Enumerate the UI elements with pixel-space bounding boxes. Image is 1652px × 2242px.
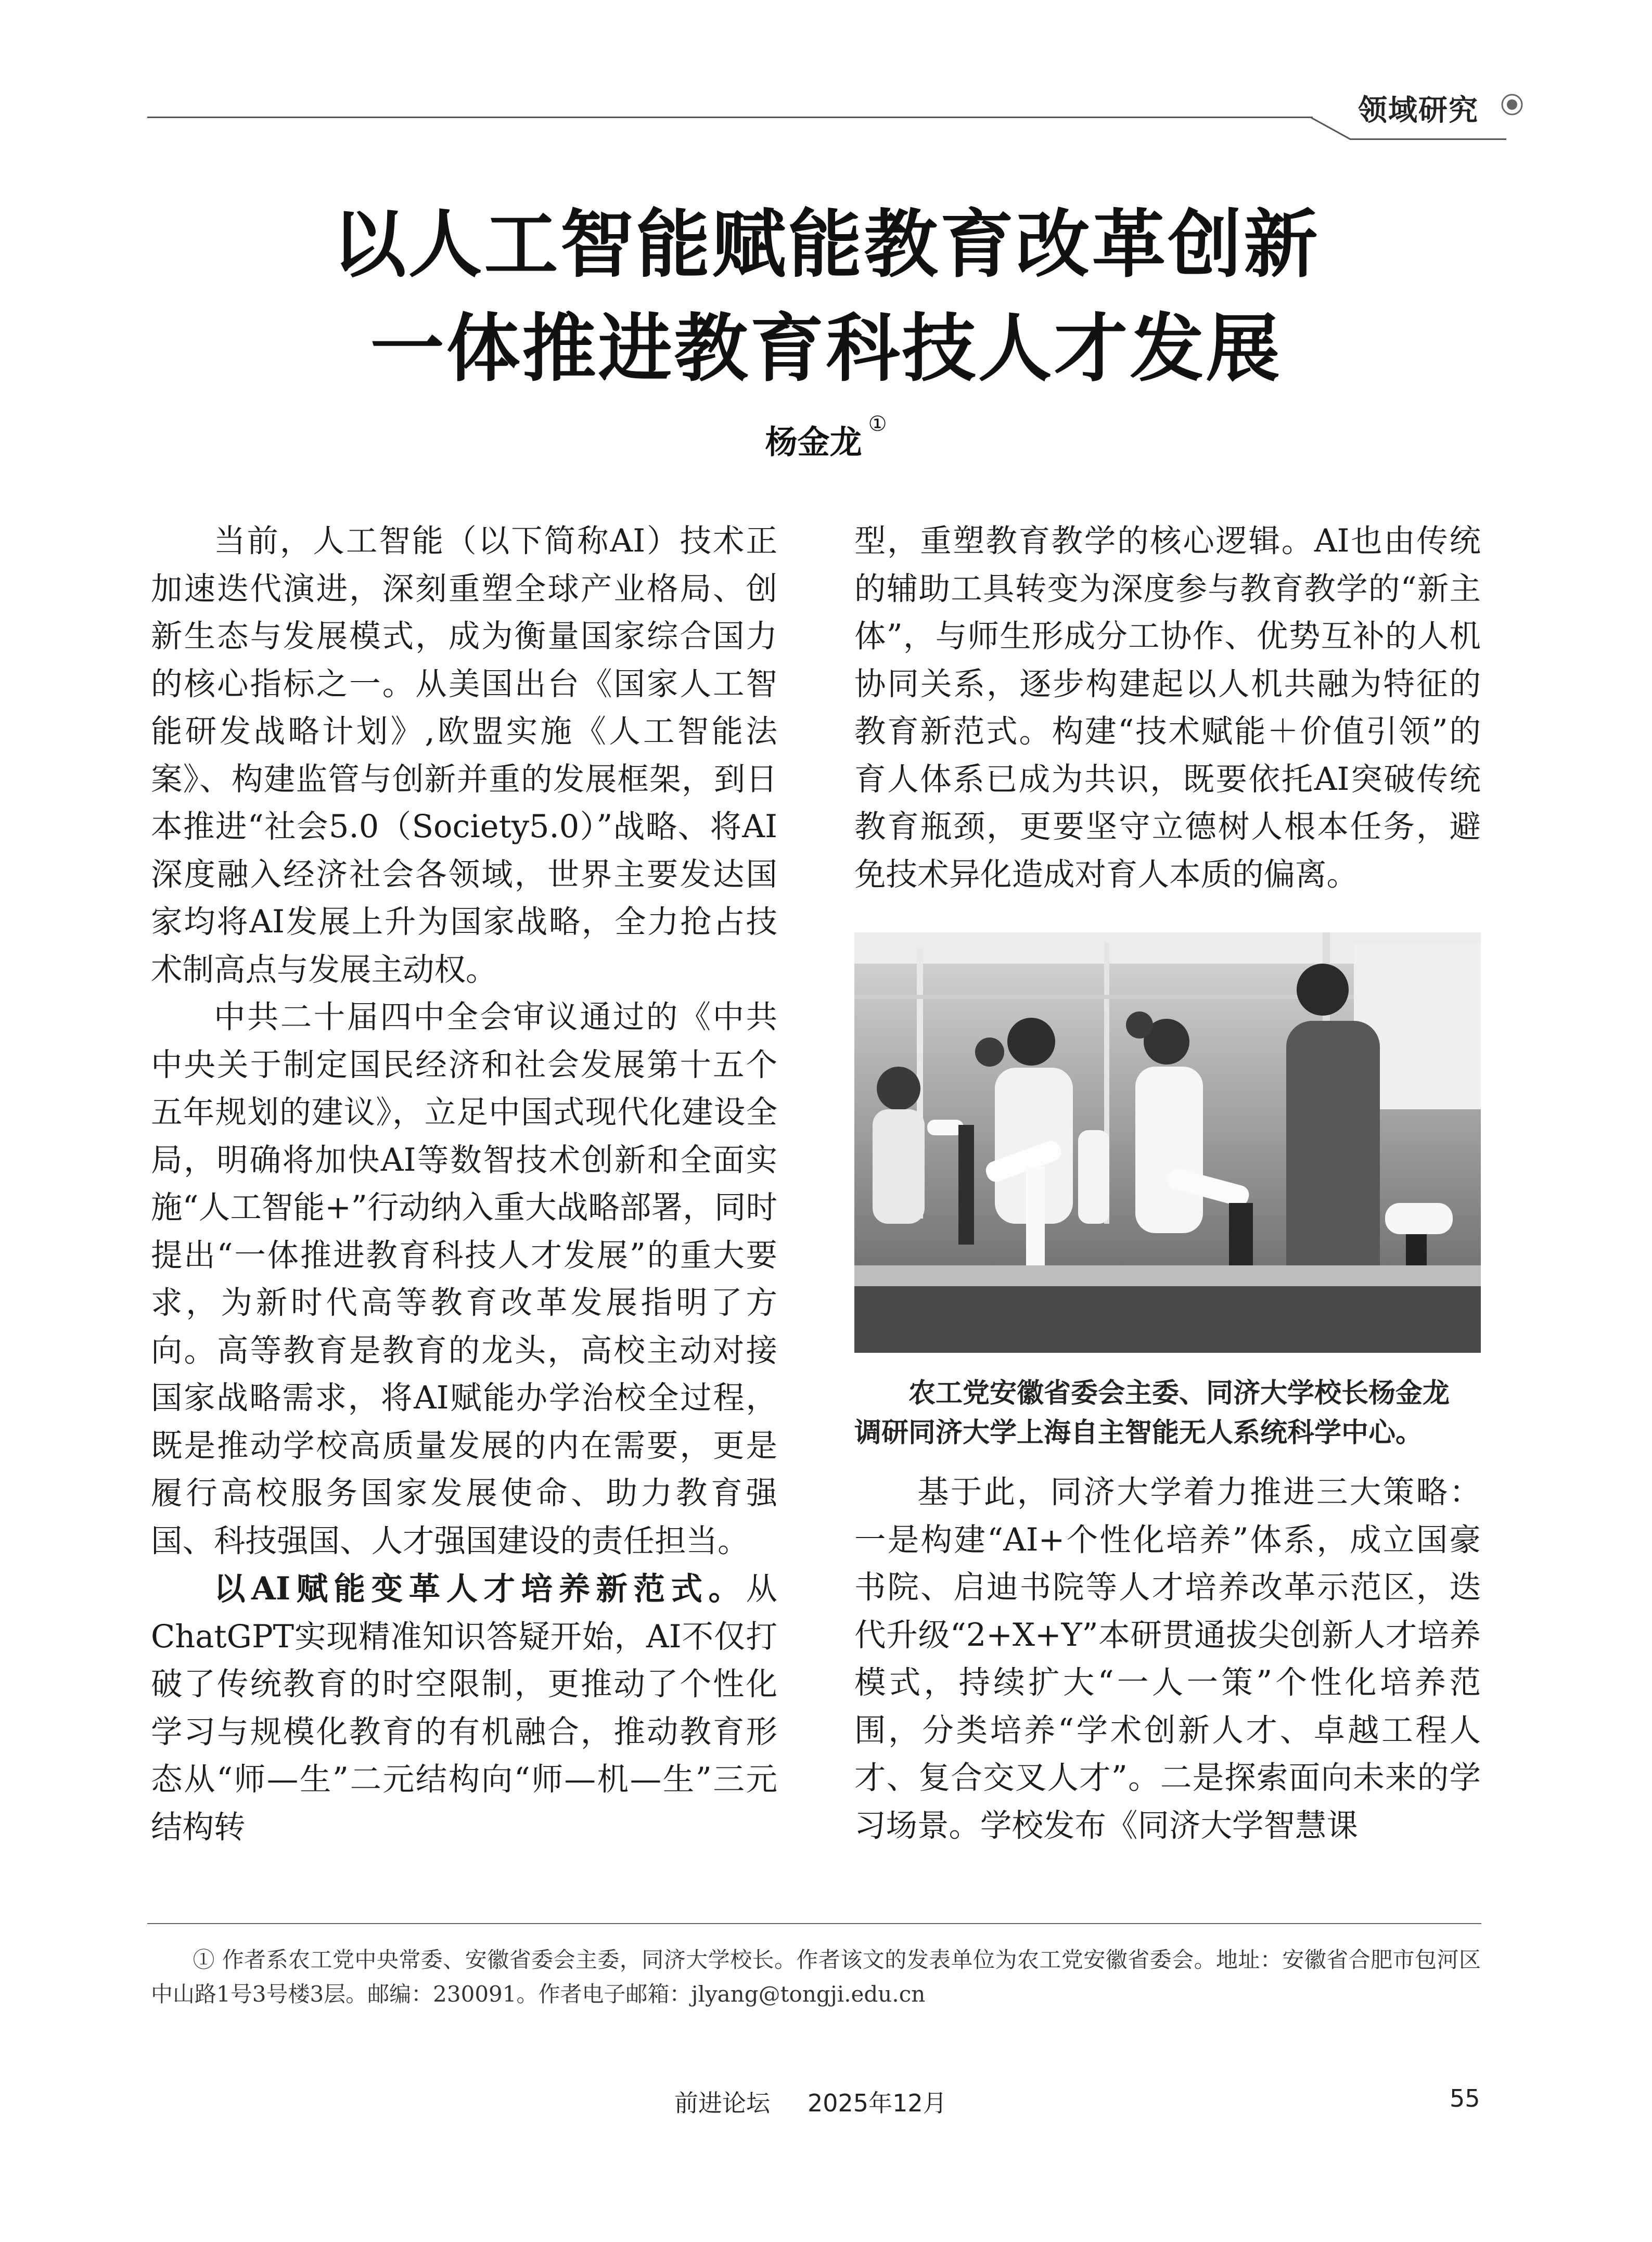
paragraph-body: 从ChatGPT实现精准知识答疑开始，AI不仅打破了传统教育的时空限制，更推动了个性化学习与规模化教育的有机融合，推动教育形态从“师—生”二元结构向“师—机—生”三元结构转 (151, 1571, 777, 1846)
header-rule-right (1350, 138, 1506, 140)
article-photo (854, 932, 1481, 1353)
left-column (151, 518, 777, 1851)
header-rule (147, 117, 1313, 118)
right-column-top (854, 518, 1481, 899)
journal-name: 前进论坛 (674, 2089, 770, 2117)
caption-line-2: 调研同济大学上海自主智能无人系统科学中心。 (854, 1417, 1423, 1449)
right-column-bottom (854, 1469, 1481, 1850)
paragraph-strategies: 基于此，同济大学着力推进三大策略：一是构建“AI+个性化培养”体系，成立国豪书院、启迪书院等人才培养改革示范区，迭代升级“2+X+Y”本研贯通拔尖创新人才培养模式，持续扩大“一人一策”个性化培养范围，分类培养“学术创新人才、卓越工程人才、复合交叉人才”。二是探索面向未来的学习场景。学校发布《同济大学智慧课 (854, 1474, 1481, 1844)
page-number: 55 (1450, 2084, 1480, 2112)
header-rule-step (1310, 117, 1352, 140)
author-name: 杨金龙 (765, 423, 862, 461)
section-label: 领域研究 (1358, 93, 1479, 127)
footnote-text: ① 作者系农工党中央常委、安徽省委会主委，同济大学校长。作者该文的发表单位为农工党安徽省委会。地址：安徽省合肥市包河区中山路1号3号楼3层。邮编：230091。作者电子邮箱：jlyang@tongji.edu.cn (151, 1947, 1481, 2007)
footnote-rule (147, 1923, 1481, 1924)
author-footnote-mark: ① (868, 412, 887, 436)
author-byline (0, 412, 1652, 463)
article-title-line2: 一体推进教育科技人才发展 (370, 306, 1282, 392)
paragraph-ai-paradigm (151, 1565, 777, 1851)
paragraph-intro: 当前，人工智能（以下简称AI）技术正加速迭代演进，深刻重塑全球产业格局、创新生态与发展模式，成为衡量国家综合国力的核心指标之一。从美国出台《国家人工智能研发战略计划》,欧盟实施《人工智能法案》、构建监管与创新并重的发展框架，到日本推进“社会5.0（Society5.0）”战略、将AI深度融入经济社会各领域，世界主要发达国家均将AI发展上升为国家战略，全力抢占技术制高点与发展主动权。 (151, 523, 777, 988)
issue-date: 2025年12月 (808, 2089, 947, 2117)
paragraph-plenary: 中共二十届四中全会审议通过的《中共中央关于制定国民经济和社会发展第十五个五年规划的建议》，立足中国式现代化建设全局，明确将加快AI等数智技术创新和全面实施“人工智能+”行动纳入重大战略部署，同时提出“一体推进教育科技人才发展”的重大要求，为新时代高等教育改革发展指明了方向。高等教育是教育的龙头，高校主动对接国家战略需求，将AI赋能办学治校全过程，既是推动学校高质量发展的内在需要，更是履行高校服务国家发展使命、助力教育强国、科技强国、人才强国建设的责任担当。 (151, 999, 777, 1559)
article-title-line1: 以人工智能赋能教育改革创新 (332, 202, 1320, 288)
caption-line-1: 农工党安徽省委会主委、同济大学校长杨金龙 (908, 1377, 1450, 1409)
target-circle-icon (1500, 93, 1524, 117)
footnote (151, 1943, 1481, 2012)
photo-caption (854, 1374, 1481, 1453)
paragraph-lead-bold: 以AI赋能变革人才培养新范式。 (214, 1570, 746, 1607)
paragraph-continued: 型，重塑教育教学的核心逻辑。AI也由传统的辅助工具转变为深度参与教育教学的“新主体”，与师生形成分工协作、优势互补的人机协同关系，逐步构建起以人机共融为特征的教育新范式。构建“技术赋能＋价值引领”的育人体系已成为共识，既要依托AI突破传统教育瓶颈，更要坚守立德树人根本任务，避免技术异化造成对育人本质的偏离。 (854, 523, 1481, 893)
lab-visit-photo-illustration (854, 932, 1481, 1353)
